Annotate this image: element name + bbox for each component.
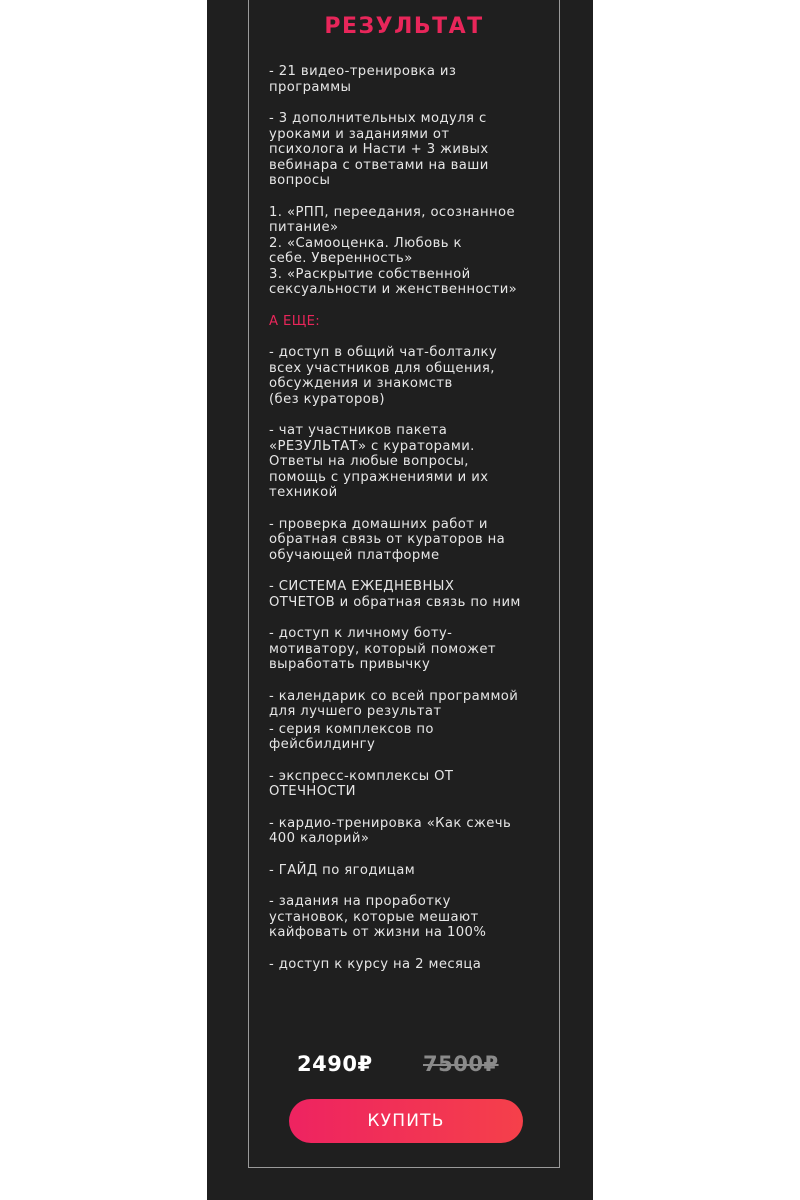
feature-item: - задания на проработку установок, которые мешают кайфовать от жизни на 100% (269, 894, 487, 940)
also-heading: А ЕЩЕ: (269, 313, 321, 329)
module-list: 1. «РПП, переедания, осознанное питание» 2. «Самооценка. Любовь к себе. Уверенность» 3. «Раскрытие собственной сексуальности и женственности» (269, 204, 518, 297)
old-price: 7500₽ (423, 1052, 499, 1076)
feature-item: - СИСТЕМА ЕЖЕДНЕВНЫХ ОТЧЕТОВ и обратная связь по ним (269, 579, 521, 610)
feature-item: - серия комплексов по фейсбилдингу (269, 721, 434, 752)
feature-item: - доступ к курсу на 2 месяца (269, 956, 482, 972)
current-price: 2490₽ (297, 1052, 373, 1076)
buy-button[interactable]: КУПИТЬ (289, 1099, 523, 1143)
feature-list (269, 64, 555, 988)
feature-item: - чат участников пакета «РЕЗУЛЬТАТ» с кураторами. Ответы на любые вопросы, помощь с упражнениями и их техникой (269, 423, 489, 500)
feature-item: - календарик со всей программой для лучшего результат (269, 688, 519, 719)
tariff-card-result (248, 0, 560, 1168)
feature-item: - кардио-тренировка «Как сжечь 400 калорий» (269, 815, 512, 846)
feature-item: - проверка домашних работ и обратная связь от кураторов на обучающей платформе (269, 516, 506, 563)
feature-item: - доступ в общий чат-болталку всех участников для общения, обсуждения и знакомств (без кураторов) (269, 345, 498, 407)
card-title: РЕЗУЛЬТАТ (324, 14, 484, 39)
feature-item: - 3 дополнительных модуля с уроками и заданиями от психолога и Насти + 3 живых вебинара с ответами на ваши вопросы (269, 111, 489, 188)
feature-item: - экспресс-комплексы ОТ ОТЕЧНОСТИ (269, 768, 454, 799)
feature-item: - доступ к личному боту- мотиватору, который поможет выработать привычку (269, 626, 496, 672)
feature-item: - ГАЙД по ягодицам (269, 862, 416, 878)
feature-item: - 21 видео-тренировка из программы (269, 64, 457, 95)
